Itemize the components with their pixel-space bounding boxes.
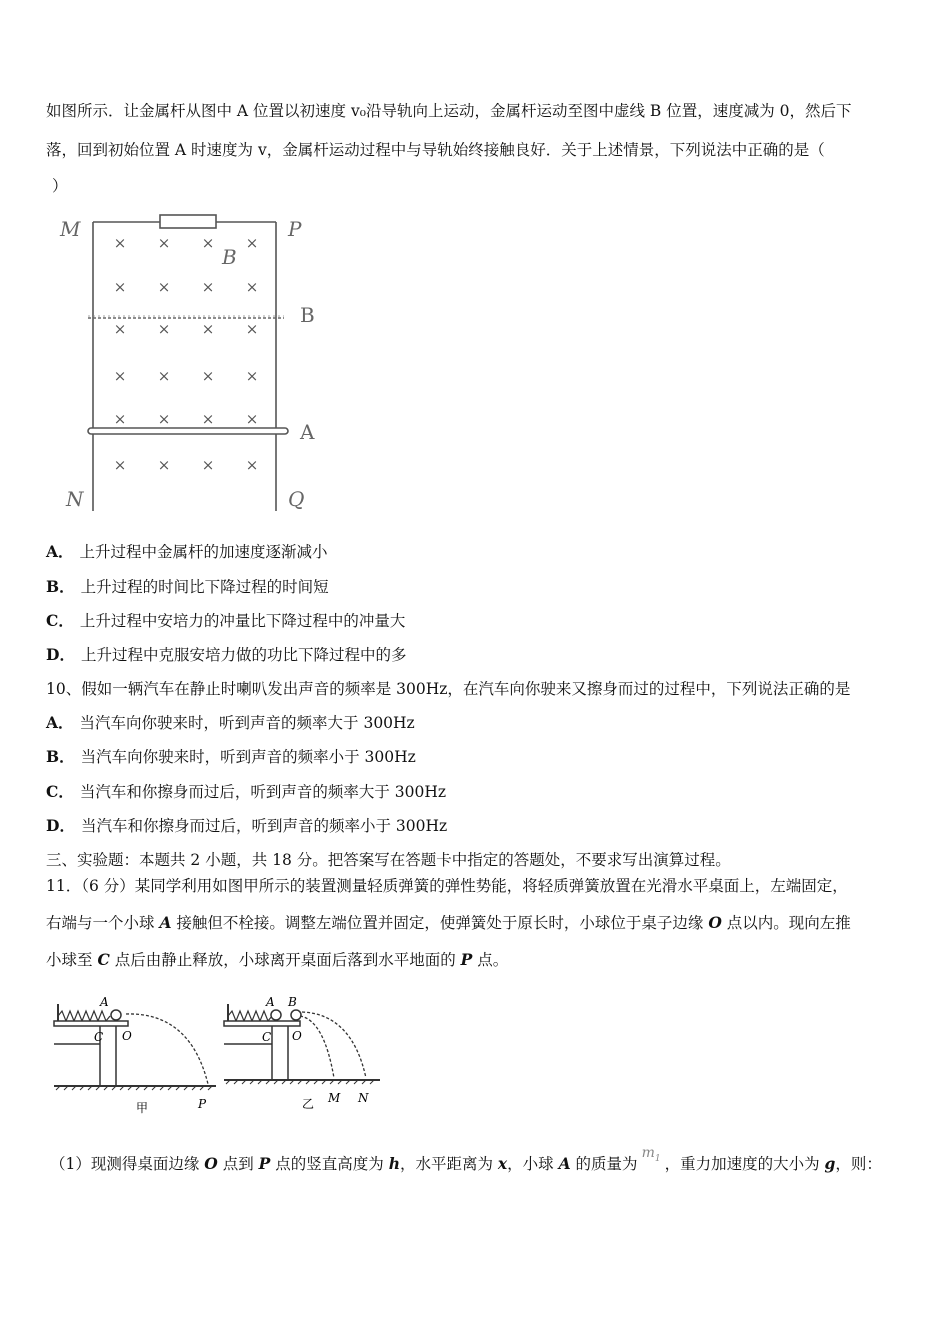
- q10-option-c[interactable]: [46, 782, 446, 802]
- option-text: 当汽车向你驶来时，听到声音的频率小于 300Hz: [80, 748, 416, 766]
- label-a: A: [100, 995, 109, 1009]
- label-o: O: [292, 1029, 302, 1043]
- q11-stem-line2: 右端与一个小球 A 接触但不栓接。调整左端位置并固定，使弹簧处于原长时，小球位于桌子边缘 O 点以内。现向左推: [46, 913, 851, 932]
- field-cross-icon: ×: [201, 320, 215, 338]
- label-line-a: A: [300, 420, 315, 444]
- label-c: C: [94, 1030, 104, 1044]
- option-text: 上升过程的时间比下降过程的时间短: [80, 578, 329, 596]
- ball-a: [271, 1010, 281, 1020]
- option-text: 上升过程中克服安培力做的功比下降过程中的多: [80, 646, 407, 664]
- label-b: B: [288, 995, 297, 1009]
- label-p: P: [288, 217, 302, 241]
- q9-stem-line2: 落，回到初始位置 A 时速度为 v，金属杆运动过程中与导轨始终接触良好．关于上述情景，下列说法中正确的是（: [46, 141, 825, 159]
- label-c: C: [262, 1030, 272, 1044]
- option-text: 当汽车和你擦身而过后，听到声音的频率大于 300Hz: [79, 783, 447, 801]
- q9-option-c[interactable]: [46, 611, 405, 631]
- ball-b: [291, 1010, 301, 1020]
- option-label: D．: [46, 645, 75, 664]
- field-cross-icon: ×: [157, 278, 171, 296]
- label-m: M: [328, 1091, 341, 1105]
- q9-option-a[interactable]: [46, 542, 328, 562]
- caption-yi: 乙: [302, 1097, 315, 1111]
- label-a: A: [266, 995, 275, 1009]
- caption-jia: 甲: [136, 1101, 149, 1115]
- figure-jia: [50, 992, 220, 1116]
- field-cross-icon: ×: [245, 456, 259, 474]
- q11-stem-line3: 小球至 C 点后由静止释放，小球离开桌面后落到水平地面的 P 点。: [46, 950, 509, 969]
- option-text: 上升过程中金属杆的加速度逐渐减小: [79, 543, 328, 561]
- field-cross-icon: ×: [201, 456, 215, 474]
- q10-stem: 10、假如一辆汽车在静止时喇叭发出声音的频率是 300Hz，在汽车向你驶来又擦身而过的过程中，下列说法正确的是: [46, 680, 851, 698]
- label-field-b: B: [222, 245, 237, 269]
- q10-option-b[interactable]: [46, 747, 416, 767]
- field-cross-icon: ×: [113, 410, 127, 428]
- field-cross-icon: ×: [201, 410, 215, 428]
- resistor: [160, 215, 216, 228]
- option-label: A．: [46, 713, 74, 732]
- field-cross-icon: ×: [201, 278, 215, 296]
- field-cross-icon: ×: [113, 367, 127, 385]
- q11-stem-line1: 11．（6 分）某同学利用如图甲所示的装置测量轻质弹簧的弹性势能，将轻质弹簧放置在光滑水平桌面上，左端固定，: [46, 877, 848, 895]
- field-cross-icon: ×: [113, 456, 127, 474]
- q11-sub1: （1）现测得桌面边缘 O 点到 P 点的竖直高度为 h，水平距离为 x，小球 A 的质量为$m_1$ ，重力加速度的大小为 g，则：: [50, 1145, 882, 1173]
- option-text: 上升过程中安培力的冲量比下降过程中的冲量大: [79, 612, 406, 630]
- figure-yi: [222, 992, 384, 1116]
- field-cross-icon: ×: [113, 320, 127, 338]
- field-cross-icon: ×: [201, 234, 215, 252]
- option-text: 当汽车和你擦身而过后，听到声音的频率小于 300Hz: [80, 817, 448, 835]
- field-cross-icon: ×: [113, 278, 127, 296]
- field-cross-icon: ×: [245, 234, 259, 252]
- field-cross-icon: ×: [245, 320, 259, 338]
- label-p: P: [198, 1097, 207, 1111]
- option-label: C．: [46, 782, 74, 801]
- option-label: D．: [46, 816, 75, 835]
- field-cross-icon: ×: [157, 320, 171, 338]
- field-cross-icon: ×: [157, 234, 171, 252]
- metal-rod-a: [88, 428, 288, 434]
- ball-a: [111, 1010, 121, 1020]
- q10-option-a[interactable]: [46, 713, 415, 733]
- q9-stem-line3: ）: [52, 177, 68, 195]
- field-cross-icon: ×: [245, 367, 259, 385]
- label-line-b: B: [300, 303, 315, 327]
- field-cross-icon: ×: [113, 234, 127, 252]
- field-cross-icon: ×: [245, 410, 259, 428]
- label-m: M: [60, 217, 81, 241]
- option-text: 当汽车向你驶来时，听到声音的频率大于 300Hz: [79, 714, 415, 732]
- q9-option-b[interactable]: [46, 577, 329, 597]
- q9-option-d[interactable]: [46, 645, 406, 665]
- mass-symbol: $m_1$: [641, 1145, 661, 1164]
- label-q: Q: [288, 487, 305, 511]
- rail-magnetic-field-figure: [56, 206, 336, 516]
- section-heading: 三、实验题：本题共 2 小题，共 18 分。把答案写在答题卡中指定的答题处，不要求写出演算过程。: [46, 851, 731, 869]
- q10-option-d[interactable]: [46, 816, 447, 836]
- label-o: O: [122, 1029, 132, 1043]
- option-label: B．: [46, 577, 75, 596]
- field-cross-icon: ×: [201, 367, 215, 385]
- label-n: N: [358, 1091, 369, 1105]
- option-label: A．: [46, 542, 74, 561]
- q9-stem-line1: 如图所示．让金属杆从图中 A 位置以初速度 v₀沿导轨向上运动，金属杆运动至图中虚线 B 位置，速度减为 0，然后下: [46, 102, 852, 120]
- field-cross-icon: ×: [157, 367, 171, 385]
- field-cross-icon: ×: [245, 278, 259, 296]
- option-label: B．: [46, 747, 75, 766]
- label-n: N: [66, 487, 84, 511]
- field-cross-icon: ×: [157, 410, 171, 428]
- field-cross-icon: ×: [157, 456, 171, 474]
- option-label: C．: [46, 611, 74, 630]
